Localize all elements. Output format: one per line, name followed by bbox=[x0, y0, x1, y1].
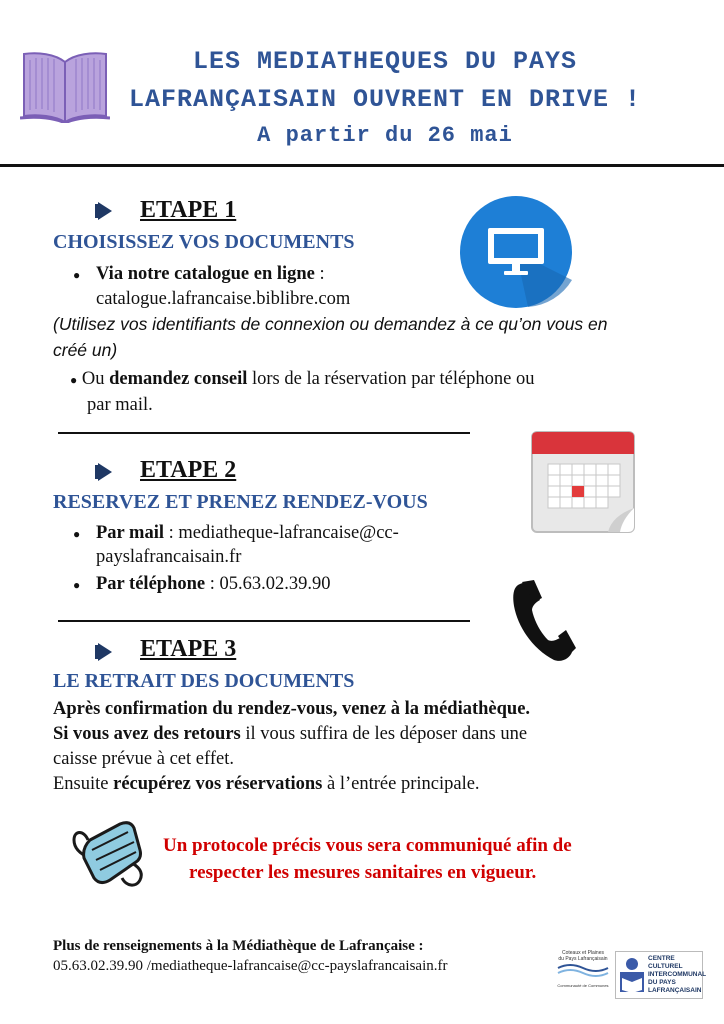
step-2-title: ETAPE 2 bbox=[140, 457, 237, 483]
step-2-heading: RESERVEZ ET PRENEZ RENDEZ-VOUS bbox=[53, 491, 428, 513]
reader-icon bbox=[618, 956, 646, 994]
calendar-icon bbox=[528, 428, 638, 536]
pickup-line-1: Après confirmation du rendez-vous, venez à la médiathèque. bbox=[53, 699, 531, 719]
mail-address-cont[interactable]: payslafrancaisain.fr bbox=[96, 547, 242, 567]
step-3-title: ETAPE 3 bbox=[140, 636, 237, 662]
catalogue-label: Via notre catalogue en ligne bbox=[96, 264, 315, 284]
logo2-text-4: DU PAYS bbox=[648, 979, 676, 986]
advice-rest: lors de la réservation par téléphone ou bbox=[247, 369, 535, 389]
footer-heading: Plus de renseignements à la Médiathèque de Lafrançaise : bbox=[53, 938, 424, 954]
logo2-text-2: CULTUREL bbox=[648, 963, 683, 970]
catalogue-link[interactable]: catalogue.lafrancaise.biblibre.com bbox=[96, 289, 351, 309]
phone-number[interactable]: : 05.63.02.39.90 bbox=[205, 574, 331, 594]
logo1-text-3: Communauté de Communes bbox=[557, 983, 609, 988]
section-divider-1 bbox=[58, 432, 470, 434]
mail-address[interactable]: : mediatheque-lafrancaise@cc- bbox=[164, 523, 399, 543]
logo2-text-5: LAFRANÇAISAIN bbox=[648, 987, 702, 994]
collect-bold: récupérez vos réservations bbox=[113, 774, 323, 794]
note-line-1: (Utilisez vos identifiants de connexion ou demandez à ce qu’on vous en bbox=[53, 314, 608, 334]
returns-rest: il vous suffira de les déposer dans une bbox=[240, 724, 528, 744]
advice-pre: Ou bbox=[81, 369, 110, 389]
returns-bold: Si vous avez des retours bbox=[53, 724, 241, 744]
advice-bold: demandez conseil bbox=[109, 369, 248, 389]
logo2-text-1: CENTRE bbox=[648, 955, 675, 962]
list-item: ● Par mail : mediatheque-lafrancaise@cc- bbox=[73, 523, 399, 543]
step-1-heading: CHOISISSEZ VOS DOCUMENTS bbox=[53, 231, 355, 253]
title-line-1: LES MEDIATHEQUES DU PAYS bbox=[192, 47, 578, 76]
pickup-line-3: caisse prévue à cet effet. bbox=[53, 749, 234, 769]
logo-communaute bbox=[556, 950, 610, 994]
notice-line-1: Un protocole précis vous sera communiqué afin de bbox=[163, 835, 572, 856]
title-line-2: LAFRANÇAISAIN OUVRENT EN DRIVE ! bbox=[128, 85, 642, 114]
step-1-title: ETAPE 1 bbox=[140, 197, 237, 223]
waves-icon bbox=[556, 962, 610, 978]
pickup-line-4 bbox=[53, 772, 480, 796]
step-3-heading: LE RETRAIT DES DOCUMENTS bbox=[53, 670, 355, 692]
phone-icon bbox=[512, 580, 576, 662]
footer-contact[interactable]: 05.63.02.39.90 /mediatheque-lafrancaise@cc-payslafrancaisain.fr bbox=[53, 958, 448, 974]
advice-line-2: par mail. bbox=[87, 395, 153, 415]
note-line-2: créé un) bbox=[53, 340, 118, 360]
logo1-text-1: Coteaux et Plaines bbox=[562, 950, 604, 956]
phone-label: Par téléphone bbox=[96, 574, 206, 594]
collect-pre: Ensuite bbox=[53, 774, 114, 794]
logo1-text-2: du Pays Lafrançaisain bbox=[558, 956, 608, 962]
logo-centre-culturel bbox=[615, 951, 707, 999]
catalogue-colon: : bbox=[314, 264, 325, 284]
section-divider-2 bbox=[58, 620, 470, 622]
logo2-text-3: INTERCOMMUNAL bbox=[648, 971, 707, 978]
subtitle: A partir du 26 mai bbox=[257, 123, 513, 148]
mask-icon bbox=[70, 818, 148, 890]
list-item: ● Par téléphone : 05.63.02.39.90 bbox=[73, 574, 331, 594]
list-item: ● Ou demandez conseil lors de la réservation par téléphone ou bbox=[70, 369, 535, 389]
pickup-line-2 bbox=[53, 722, 527, 746]
notice-line-2: respecter les mesures sanitaires en vigueur. bbox=[189, 862, 537, 883]
mail-label: Par mail bbox=[96, 523, 164, 543]
collect-rest: à l’entrée principale. bbox=[322, 774, 480, 794]
monitor-icon bbox=[458, 194, 574, 310]
list-item: ● Via notre catalogue en ligne : bbox=[73, 264, 325, 284]
header-divider bbox=[0, 164, 724, 167]
